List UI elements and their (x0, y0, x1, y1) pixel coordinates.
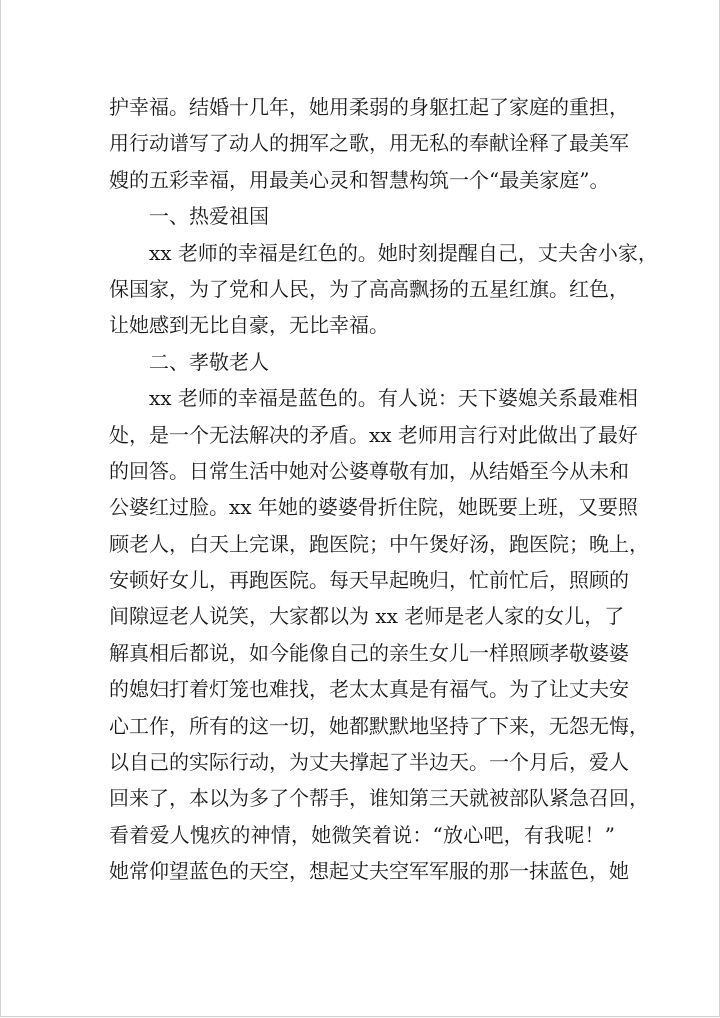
text-line: 护幸福。结婚十几年，她用柔弱的身躯扛起了家庭的重担， (109, 95, 629, 119)
text-line: 她常仰望蓝色的天空，想起丈夫空军军服的那一抹蓝色，她 (109, 859, 629, 884)
text-line: 看着爱人愧疚的神情，她微笑着说：“放心吧，有我呢！” (109, 822, 615, 847)
text-line: 公婆红过脸。xx 年她的婆婆骨折住院，她既要上班，又要照 (109, 495, 638, 520)
text-line: 以自己的实际行动，为丈夫撑起了半边天。一个月后，爱人 (109, 750, 629, 775)
section-heading-2: 二、孝敬老人 (149, 349, 269, 374)
text-line: 处，是一个无法解决的矛盾。xx 老师用言行对此做出了最好 (109, 422, 638, 447)
paragraph-start: xx 老师的幸福是红色的。她时刻提醒自己，丈夫舍小家， (149, 240, 658, 265)
text-line: 回来了，本以为多了个帮手，谁知第三天就被部队紧急召回， (109, 786, 649, 811)
section-heading-1: 一、热爱祖国 (149, 204, 269, 229)
text-line: 保国家，为了党和人民，为了高高飘扬的五星红旗。红色， (109, 276, 629, 301)
document-body (109, 89, 658, 890)
text-line: 用行动谱写了动人的拥军之歌，用无私的奉献诠释了最美军 (109, 131, 629, 156)
text-line: 顾老人，白天上完课，跑医院；中午煲好汤，跑医院；晚上， (109, 531, 649, 556)
text-line: 的回答。日常生活中她对公婆尊敬有加，从结婚至今从未和 (109, 458, 629, 483)
text-line: 解真相后都说，如今能像自己的亲生女儿一样照顾孝敬婆婆 (109, 640, 629, 665)
text-line: 嫂的五彩幸福，用最美心灵和智慧构筑一个“最美家庭”。 (109, 167, 610, 192)
paragraph-start: xx 老师的幸福是蓝色的。有人说：天下婆媳关系最难相 (149, 386, 638, 411)
text-line: 安顿好女儿，再跑医院。每天早起晚归，忙前忙后，照顾的 (109, 568, 629, 593)
text-line: 的媳妇打着灯笼也难找，老太太真是有福气。为了让丈夫安 (109, 677, 629, 702)
text-line: 让她感到无比自豪，无比幸福。 (109, 313, 389, 338)
text-line: 心工作，所有的这一切，她都默默地坚持了下来，无怨无悔， (109, 713, 649, 738)
text-line: 间隙逗老人说笑，大家都以为 xx 老师是老人家的女儿，了 (109, 604, 625, 629)
